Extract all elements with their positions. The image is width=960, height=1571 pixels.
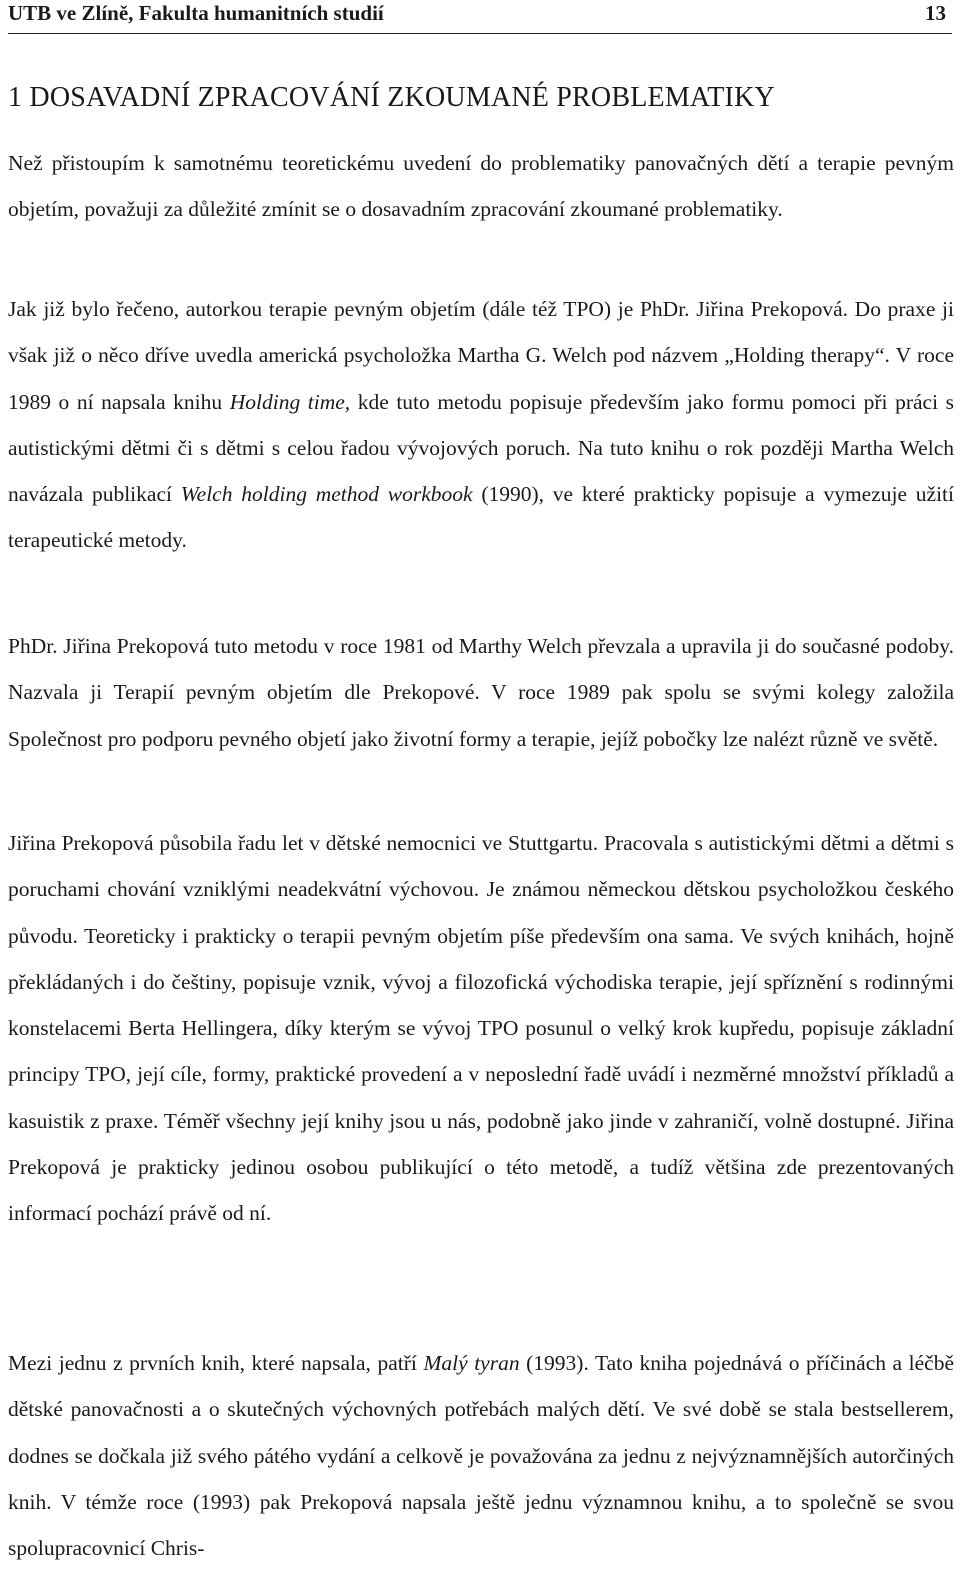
header-page-number: 13 (925, 1, 946, 25)
paragraph-prekopova-work: Jiřina Prekopová působila řadu let v dětské nemocnici ve Stuttgartu. Pracovala s autistickými dětmi a dětmi s poruchami chování vzniklými neadekvátní výchovou. Je známou německou dětskou psycholožkou českého původu. Teoreticky i prakticky o terapii pevným objetím píše především ona sama. Ve svých knihách, hojně překládaných i do češtiny, popisuje vznik, vývoj a filozofická východiska terapie, její spříznění s rodinnými konstelacemi Berta Hellingera, díky kterým se vývoj TPO posunul o velký krok kupředu, popisuje základní principy TPO, její cíle, formy, praktické provedení a v neposlední řadě uvádí i nezměrné množství příkladů a kasuistik z praxe. Téměř všechny její knihy jsou u nás, podobně jako jinde v zahraničí, volně dostupné. Jiřina Prekopová je prakticky jedinou osobou publikující o této metodě, a tudíž většina zde prezentovaných informací pochází právě od ní. (8, 831, 954, 1226)
paragraph-text: kde tuto metodu popisuje především jako formu pomoci při práci s autistickými dětmi či s dětmi s celou řadou vývojových poruch. Na tuto knihu o rok později Martha Welch navázala publikací (8, 389, 954, 507)
book-title-holding-time: Holding time, (229, 389, 351, 414)
paragraph-text: Jak již bylo řečeno, autorkou terapie pevným objetím (dále též TPO) je PhDr. Jiřina Prekopová. Do praxe ji však již o něco dříve uvedla americká psycholožka Martha G. Welch pod názvem „Holding therapy“. V roce 1989 o ní napsala knihu (8, 297, 954, 414)
paragraph-books (8, 1340, 954, 1571)
book-title-workbook: Welch holding method workbook (180, 482, 473, 507)
paragraph-text: Mezi jednu z prvních knih, které napsala, patří (8, 1351, 424, 1375)
paragraph-prekopova-adoption: PhDr. Jiřina Prekopová tuto metodu v roce 1981 od Marthy Welch převzala a upravila ji do současné podoby. Nazvala ji Terapií pevným objetím dle Prekopové. V roce 1989 pak spolu se svými kolegy založila Společnost pro podporu pevného objetí jako životní formy a terapie, jejíž pobočky lze nalézt různě ve světě. (8, 634, 954, 751)
page-header (8, 0, 952, 30)
header-divider (8, 33, 952, 34)
paragraph-text: (1993). Tato kniha pojednává o příčinách a léčbě dětské panovačnosti a o skutečných výchovných potřebách malých dětí. Ve své době se stala bestsellerem, dodnes se dočkala již svého pátého vydání a celkově je považována za jednu z nejvýznamnějších autorčiných knih. V témže roce (1993) pak Prekopová napsala ještě jednu významnou knihu, a to společně se svou spolupracovnicí Chris- (8, 1351, 954, 1561)
paragraph-welch (8, 286, 954, 564)
paragraph-text: (1990), ve které prakticky popisuje a vymezuje užití terapeutické metody. (8, 482, 955, 553)
chapter-title: 1 DOSAVADNÍ ZPRACOVÁNÍ ZKOUMANÉ PROBLEMATIKY (8, 82, 775, 113)
header-institution: UTB ve Zlíně, Fakulta humanitních studií (8, 1, 384, 25)
paragraph-intro: Než přistoupím k samotnému teoretickému uvedení do problematiky panovačných dětí a terapie pevným objetím, považuji za důležité zmínit se o dosavadním zpracování zkoumané problematiky. (8, 151, 954, 222)
book-title-maly-tyran: Malý tyran (423, 1351, 520, 1375)
